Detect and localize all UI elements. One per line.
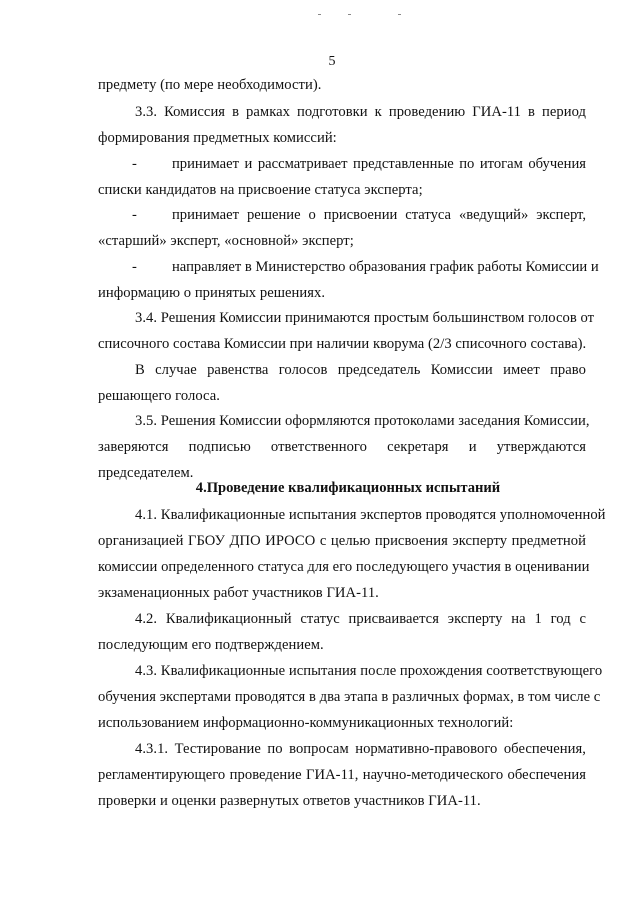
scan-mark xyxy=(348,14,351,15)
text-line: принимает и рассматривает представленные по итогам обучения xyxy=(172,156,586,172)
list-dash: - xyxy=(132,207,137,223)
paragraph-3-5: 3.5. Решения Комиссии оформляются протоколами заседания Комиссии, xyxy=(135,413,590,429)
text-line: использованием информационно-коммуникационных технологий: xyxy=(98,715,514,731)
scan-mark xyxy=(318,14,321,15)
list-dash: - xyxy=(132,259,137,275)
text-line: направляет в Министерство образования график работы Комиссии и xyxy=(172,259,599,275)
text-line: заверяются подписью ответственного секретаря и утверждаются xyxy=(98,439,586,455)
text-line: экзаменационных работ участников ГИА-11. xyxy=(98,585,379,601)
paragraph-3-4: 3.4. Решения Комиссии принимаются простым большинством голосов от xyxy=(135,310,595,326)
paragraph-4-2: 4.2. Квалификационный статус присваивается эксперту на 1 год с xyxy=(135,611,586,627)
text-line: регламентирующего проведение ГИА-11, научно-методического обеспечения xyxy=(98,767,586,783)
paragraph-4-3: 4.3. Квалификационные испытания после прохождения соответствующего xyxy=(135,663,603,679)
text-line: проверки и оценки развернутых ответов участников ГИА-11. xyxy=(98,793,481,809)
list-dash: - xyxy=(132,156,137,172)
text-line: последующим его подтверждением. xyxy=(98,637,324,653)
scan-mark xyxy=(398,14,401,15)
text-line: формирования предметных комиссий: xyxy=(98,130,337,146)
page-number: 5 xyxy=(328,54,336,69)
text-line: информацию о принятых решениях. xyxy=(98,285,326,301)
section-heading: 4.Проведение квалификационных испытаний xyxy=(195,480,501,496)
text-line: решающего голоса. xyxy=(98,388,220,404)
text-line: предмету (по мере необходимости). xyxy=(98,77,322,93)
paragraph-4-3-1: 4.3.1. Тестирование по вопросам нормативно-правового обеспечения, xyxy=(135,741,586,757)
text-line: принимает решение о присвоении статуса «ведущий» эксперт, xyxy=(172,207,586,223)
text-line: обучения экспертами проводятся в два этапа в различных формах, в том числе с xyxy=(98,689,601,705)
text-line: В случае равенства голосов председатель Комиссии имеет право xyxy=(135,362,586,378)
paragraph-3-3: 3.3. Комиссия в рамках подготовки к проведению ГИА-11 в период xyxy=(135,104,586,120)
paragraph-4-1: 4.1. Квалификационные испытания экспертов проводятся уполномоченной xyxy=(135,507,606,523)
text-line: председателем. xyxy=(98,465,194,481)
text-line: «старший» эксперт, «основной» эксперт; xyxy=(98,233,354,249)
text-line: списки кандидатов на присвоение статуса эксперта; xyxy=(98,182,423,198)
text-line: комиссии определенного статуса для его последующего участия в оценивании xyxy=(98,559,590,575)
text-line: организацией ГБОУ ДПО ИРОСО с целью присвоения эксперту предметной xyxy=(98,533,586,549)
text-line: списочного состава Комиссии при наличии кворума (2/3 списочного состава). xyxy=(98,336,587,352)
